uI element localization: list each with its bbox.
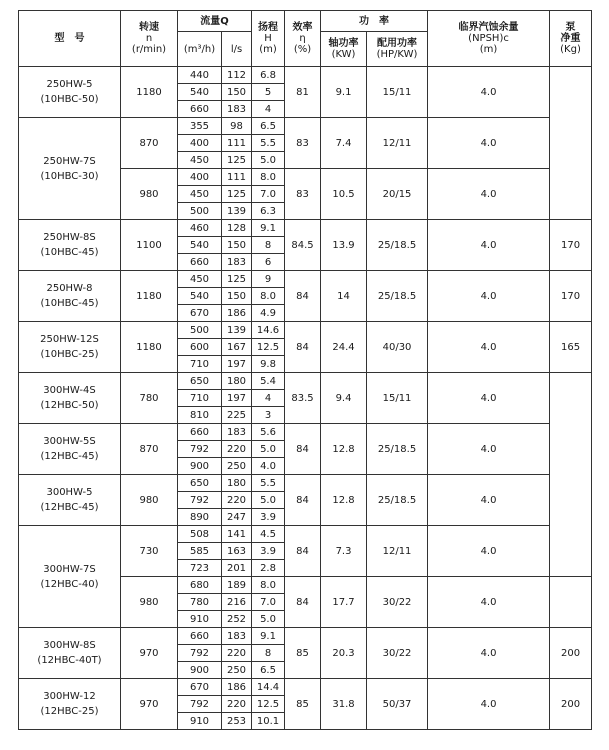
motor-power-cell: 25/18.5 — [367, 271, 428, 322]
flow-m3h-cell: 660 — [178, 101, 222, 118]
speed-cell: 780 — [121, 373, 178, 424]
motor-power-cell: 12/11 — [367, 526, 428, 577]
shaft-power-cell: 9.1 — [321, 67, 367, 118]
flow-m3h-cell: 355 — [178, 118, 222, 135]
head-cell: 5.0 — [252, 441, 285, 458]
flow-m3h-cell: 890 — [178, 509, 222, 526]
shaft-power-cell: 24.4 — [321, 322, 367, 373]
flow-ls-cell: 183 — [222, 101, 252, 118]
head-cell: 12.5 — [252, 696, 285, 713]
shaft-power-cell: 9.4 — [321, 373, 367, 424]
flow-ls-cell: 186 — [222, 305, 252, 322]
model-alt-name: (12HBC-50) — [40, 400, 99, 411]
flow-ls-cell: 125 — [222, 186, 252, 203]
model-alt-name: (10HBC-45) — [40, 247, 99, 258]
weight-cell: 170 — [550, 220, 592, 271]
npsh-cell: 4.0 — [428, 424, 550, 475]
flow-ls-cell: 186 — [222, 679, 252, 696]
table-row — [19, 322, 592, 339]
efficiency-cell: 83.5 — [285, 373, 321, 424]
flow-ls-cell: 201 — [222, 560, 252, 577]
motor-power-cell: 25/18.5 — [367, 424, 428, 475]
shaft-power-cell: 10.5 — [321, 169, 367, 220]
model-cell — [19, 373, 121, 424]
flow-ls-cell: 225 — [222, 407, 252, 424]
model-name: 250HW-12S — [40, 334, 99, 345]
flow-m3h-cell: 723 — [178, 560, 222, 577]
table-row — [19, 373, 592, 390]
flow-ls-cell: 125 — [222, 152, 252, 169]
npsh-cell: 4.0 — [428, 628, 550, 679]
head-cell: 4.5 — [252, 526, 285, 543]
motor-power-cell: 25/18.5 — [367, 220, 428, 271]
head-cell: 5.5 — [252, 475, 285, 492]
head-cell: 7.0 — [252, 594, 285, 611]
model-name: 300HW-5S — [43, 436, 96, 447]
flow-m3h-cell: 792 — [178, 441, 222, 458]
flow-ls-cell: 183 — [222, 254, 252, 271]
speed-cell: 730 — [121, 526, 178, 577]
shaft-power-cell: 12.8 — [321, 475, 367, 526]
flow-ls-cell: 150 — [222, 288, 252, 305]
head-cell: 8 — [252, 645, 285, 662]
head-cell: 6.5 — [252, 662, 285, 679]
head-cell: 4 — [252, 390, 285, 407]
model-cell — [19, 475, 121, 526]
model-name: 250HW-5 — [46, 79, 93, 90]
head-cell: 4 — [252, 101, 285, 118]
header-efficiency: 效率 η (%) — [285, 11, 321, 67]
flow-ls-cell: 250 — [222, 662, 252, 679]
shaft-power-cell: 12.8 — [321, 424, 367, 475]
flow-m3h-cell: 460 — [178, 220, 222, 237]
weight-cell — [550, 67, 592, 220]
motor-power-cell: 40/30 — [367, 322, 428, 373]
npsh-cell: 4.0 — [428, 118, 550, 169]
head-cell: 5.6 — [252, 424, 285, 441]
head-cell: 3.9 — [252, 509, 285, 526]
table-row — [19, 424, 592, 441]
table-header — [19, 11, 592, 67]
header-flow-m3h: (m³/h) — [178, 32, 222, 67]
table-row — [19, 220, 592, 237]
flow-m3h-cell: 910 — [178, 713, 222, 730]
head-cell: 5 — [252, 84, 285, 101]
motor-power-cell: 25/18.5 — [367, 475, 428, 526]
flow-m3h-cell: 910 — [178, 611, 222, 628]
speed-cell: 980 — [121, 475, 178, 526]
spec-table-container — [18, 10, 591, 730]
header-model: 型 号 — [19, 11, 121, 67]
model-name: 250HW-7S — [43, 155, 96, 167]
header-speed: 转速 n (r/min) — [121, 11, 178, 67]
flow-ls-cell: 139 — [222, 322, 252, 339]
head-cell: 9.8 — [252, 356, 285, 373]
model-cell — [19, 526, 121, 628]
model-name: 300HW-12 — [43, 691, 96, 702]
head-cell: 4.0 — [252, 458, 285, 475]
flow-ls-cell: 98 — [222, 118, 252, 135]
flow-m3h-cell: 450 — [178, 271, 222, 288]
flow-m3h-cell: 440 — [178, 67, 222, 84]
npsh-cell: 4.0 — [428, 577, 550, 628]
npsh-cell: 4.0 — [428, 271, 550, 322]
model-name: 300HW-5 — [46, 487, 93, 498]
model-name: 300HW-8S — [43, 640, 96, 651]
efficiency-cell: 84 — [285, 526, 321, 577]
flow-ls-cell: 167 — [222, 339, 252, 356]
efficiency-cell: 84 — [285, 577, 321, 628]
motor-power-cell: 30/22 — [367, 628, 428, 679]
npsh-cell: 4.0 — [428, 220, 550, 271]
motor-power-cell: 12/11 — [367, 118, 428, 169]
efficiency-cell: 84.5 — [285, 220, 321, 271]
head-cell: 8 — [252, 237, 285, 254]
flow-m3h-cell: 450 — [178, 152, 222, 169]
model-name: 250HW-8 — [46, 283, 93, 294]
flow-ls-cell: 216 — [222, 594, 252, 611]
head-cell: 14.4 — [252, 679, 285, 696]
flow-m3h-cell: 680 — [178, 577, 222, 594]
header-head: 扬程 H (m) — [252, 11, 285, 67]
flow-ls-cell: 125 — [222, 271, 252, 288]
head-cell: 14.6 — [252, 322, 285, 339]
flow-m3h-cell: 540 — [178, 84, 222, 101]
head-cell: 7.0 — [252, 186, 285, 203]
flow-ls-cell: 220 — [222, 441, 252, 458]
head-cell: 6.3 — [252, 203, 285, 220]
model-alt-name: (10HBC-45) — [40, 298, 99, 309]
flow-m3h-cell: 585 — [178, 543, 222, 560]
table-row — [19, 271, 592, 288]
table-row — [19, 679, 592, 696]
motor-power-cell: 15/11 — [367, 373, 428, 424]
efficiency-cell: 81 — [285, 67, 321, 118]
flow-ls-cell: 112 — [222, 67, 252, 84]
model-cell — [19, 271, 121, 322]
flow-ls-cell: 111 — [222, 169, 252, 186]
head-cell: 5.0 — [252, 152, 285, 169]
flow-m3h-cell: 792 — [178, 696, 222, 713]
flow-m3h-cell: 500 — [178, 322, 222, 339]
table-row — [19, 628, 592, 645]
efficiency-cell: 84 — [285, 322, 321, 373]
model-cell — [19, 679, 121, 730]
model-alt-name: (12HBC-45) — [40, 502, 99, 513]
table-row — [19, 475, 592, 492]
head-cell: 6.8 — [252, 67, 285, 84]
weight-cell: 200 — [550, 679, 592, 730]
table-body — [19, 67, 592, 730]
head-cell: 5.0 — [252, 492, 285, 509]
flow-m3h-cell: 670 — [178, 305, 222, 322]
weight-cell: 200 — [550, 628, 592, 679]
header-weight: 泵 净重 (Kg) — [550, 11, 592, 67]
flow-ls-cell: 197 — [222, 356, 252, 373]
table-row — [19, 67, 592, 84]
head-cell: 8.0 — [252, 288, 285, 305]
flow-ls-cell: 220 — [222, 645, 252, 662]
head-cell: 9.1 — [252, 628, 285, 645]
efficiency-cell: 85 — [285, 679, 321, 730]
flow-m3h-cell: 508 — [178, 526, 222, 543]
head-cell: 12.5 — [252, 339, 285, 356]
weight-cell — [550, 373, 592, 577]
shaft-power-cell: 17.7 — [321, 577, 367, 628]
head-cell: 5.0 — [252, 611, 285, 628]
weight-cell: 165 — [550, 322, 592, 373]
pump-spec-table — [18, 10, 592, 730]
flow-m3h-cell: 400 — [178, 135, 222, 152]
table-row — [19, 526, 592, 543]
head-cell: 8.0 — [252, 577, 285, 594]
flow-ls-cell: 139 — [222, 203, 252, 220]
head-cell: 2.8 — [252, 560, 285, 577]
shaft-power-cell: 31.8 — [321, 679, 367, 730]
npsh-cell: 4.0 — [428, 67, 550, 118]
header-motor-power: 配用功率 (HP/KW) — [367, 32, 428, 67]
flow-m3h-cell: 710 — [178, 390, 222, 407]
weight-cell — [550, 577, 592, 628]
npsh-cell: 4.0 — [428, 169, 550, 220]
model-cell — [19, 322, 121, 373]
efficiency-cell: 84 — [285, 475, 321, 526]
flow-ls-cell: 252 — [222, 611, 252, 628]
head-cell: 9.1 — [252, 220, 285, 237]
model-alt-name: (12HBC-40T) — [37, 655, 102, 666]
model-cell — [19, 628, 121, 679]
speed-cell: 970 — [121, 679, 178, 730]
flow-m3h-cell: 650 — [178, 373, 222, 390]
flow-m3h-cell: 600 — [178, 339, 222, 356]
motor-power-cell: 50/37 — [367, 679, 428, 730]
flow-m3h-cell: 670 — [178, 679, 222, 696]
flow-m3h-cell: 810 — [178, 407, 222, 424]
model-name: 300HW-4S — [43, 385, 96, 396]
speed-cell: 870 — [121, 424, 178, 475]
header-flow: 流量Q — [178, 11, 252, 32]
npsh-cell: 4.0 — [428, 526, 550, 577]
model-cell — [19, 118, 121, 220]
flow-m3h-cell: 792 — [178, 645, 222, 662]
flow-ls-cell: 247 — [222, 509, 252, 526]
model-alt-name: (12HBC-45) — [40, 451, 99, 462]
speed-cell: 980 — [121, 169, 178, 220]
head-cell: 5.5 — [252, 135, 285, 152]
flow-ls-cell: 250 — [222, 458, 252, 475]
shaft-power-cell: 7.3 — [321, 526, 367, 577]
flow-m3h-cell: 450 — [178, 186, 222, 203]
flow-ls-cell: 183 — [222, 424, 252, 441]
head-cell: 4.9 — [252, 305, 285, 322]
flow-m3h-cell: 500 — [178, 203, 222, 220]
head-cell: 10.1 — [252, 713, 285, 730]
speed-cell: 970 — [121, 628, 178, 679]
flow-m3h-cell: 540 — [178, 288, 222, 305]
efficiency-cell: 83 — [285, 169, 321, 220]
header-power: 功 率 — [321, 11, 428, 32]
flow-m3h-cell: 660 — [178, 628, 222, 645]
shaft-power-cell: 7.4 — [321, 118, 367, 169]
flow-m3h-cell: 900 — [178, 458, 222, 475]
flow-ls-cell: 128 — [222, 220, 252, 237]
head-cell: 8.0 — [252, 169, 285, 186]
head-cell: 6.5 — [252, 118, 285, 135]
efficiency-cell: 84 — [285, 424, 321, 475]
flow-m3h-cell: 900 — [178, 662, 222, 679]
flow-m3h-cell: 660 — [178, 254, 222, 271]
efficiency-cell: 85 — [285, 628, 321, 679]
model-alt-name: (10HBC-30) — [40, 170, 99, 182]
header-flow-ls: l/s — [222, 32, 252, 67]
motor-power-cell: 20/15 — [367, 169, 428, 220]
flow-ls-cell: 253 — [222, 713, 252, 730]
speed-cell: 1180 — [121, 322, 178, 373]
flow-ls-cell: 197 — [222, 390, 252, 407]
npsh-cell: 4.0 — [428, 322, 550, 373]
speed-cell: 1180 — [121, 67, 178, 118]
shaft-power-cell: 13.9 — [321, 220, 367, 271]
npsh-cell: 4.0 — [428, 475, 550, 526]
head-cell: 3 — [252, 407, 285, 424]
head-cell: 5.4 — [252, 373, 285, 390]
model-name: 300HW-7S — [43, 563, 96, 575]
header-npsh: 临界汽蚀余量 (NPSH)c (m) — [428, 11, 550, 67]
model-alt-name: (10HBC-50) — [40, 94, 99, 105]
table-row — [19, 118, 592, 135]
head-cell: 9 — [252, 271, 285, 288]
flow-ls-cell: 163 — [222, 543, 252, 560]
speed-cell: 1100 — [121, 220, 178, 271]
flow-m3h-cell: 650 — [178, 475, 222, 492]
npsh-cell: 4.0 — [428, 679, 550, 730]
flow-m3h-cell: 792 — [178, 492, 222, 509]
speed-cell: 1180 — [121, 271, 178, 322]
flow-ls-cell: 220 — [222, 696, 252, 713]
npsh-cell: 4.0 — [428, 373, 550, 424]
shaft-power-cell: 14 — [321, 271, 367, 322]
flow-ls-cell: 141 — [222, 526, 252, 543]
flow-ls-cell: 220 — [222, 492, 252, 509]
shaft-power-cell: 20.3 — [321, 628, 367, 679]
model-name: 250HW-8S — [43, 232, 96, 243]
head-cell: 3.9 — [252, 543, 285, 560]
weight-cell: 170 — [550, 271, 592, 322]
model-alt-name: (12HBC-25) — [40, 706, 99, 717]
flow-ls-cell: 150 — [222, 84, 252, 101]
flow-ls-cell: 183 — [222, 628, 252, 645]
motor-power-cell: 15/11 — [367, 67, 428, 118]
flow-ls-cell: 111 — [222, 135, 252, 152]
flow-m3h-cell: 660 — [178, 424, 222, 441]
model-cell — [19, 424, 121, 475]
flow-ls-cell: 180 — [222, 373, 252, 390]
head-cell: 6 — [252, 254, 285, 271]
flow-m3h-cell: 780 — [178, 594, 222, 611]
flow-ls-cell: 189 — [222, 577, 252, 594]
model-alt-name: (10HBC-25) — [40, 349, 99, 360]
speed-cell: 980 — [121, 577, 178, 628]
flow-m3h-cell: 710 — [178, 356, 222, 373]
flow-m3h-cell: 400 — [178, 169, 222, 186]
efficiency-cell: 83 — [285, 118, 321, 169]
model-cell — [19, 220, 121, 271]
flow-ls-cell: 150 — [222, 237, 252, 254]
model-alt-name: (12HBC-40) — [40, 578, 99, 590]
model-cell — [19, 67, 121, 118]
flow-m3h-cell: 540 — [178, 237, 222, 254]
header-shaft-power: 轴功率 (KW) — [321, 32, 367, 67]
flow-ls-cell: 180 — [222, 475, 252, 492]
efficiency-cell: 84 — [285, 271, 321, 322]
motor-power-cell: 30/22 — [367, 577, 428, 628]
speed-cell: 870 — [121, 118, 178, 169]
